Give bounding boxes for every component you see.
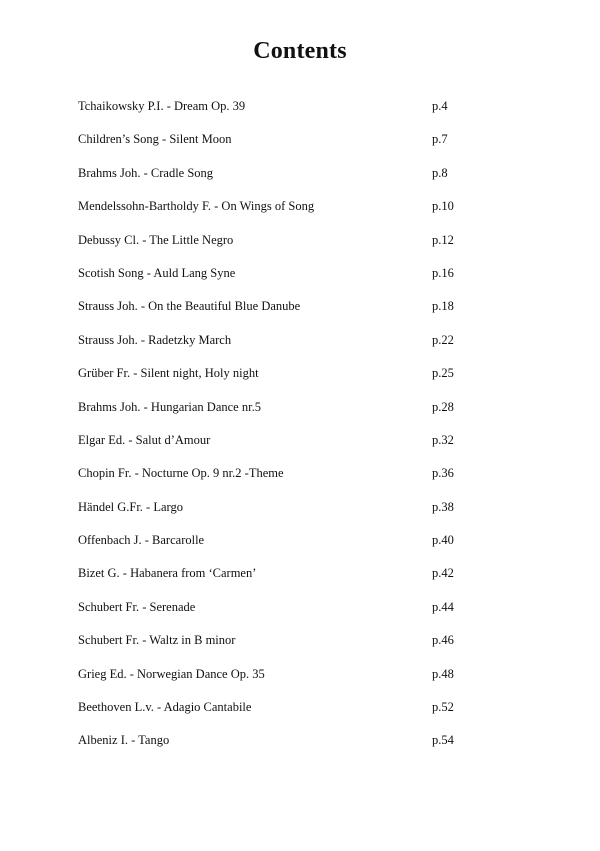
toc-entry-title: Mendelssohn-Bartholdy F. - On Wings of Song <box>78 199 315 214</box>
toc-entry <box>78 163 478 196</box>
toc-entry-page: p.22 <box>432 332 454 347</box>
toc-entry <box>78 96 478 129</box>
toc-entry <box>78 430 478 463</box>
toc-entry <box>78 697 478 730</box>
toc-entry-title: Grüber Fr. - Silent night, Holy night <box>78 366 259 381</box>
toc-entry-page: p.40 <box>432 533 454 548</box>
toc-entry-title: Brahms Joh. - Cradle Song <box>78 165 214 180</box>
toc-entry <box>78 563 478 596</box>
toc-entry <box>78 397 478 430</box>
toc-entry <box>78 730 478 763</box>
toc-entry <box>78 263 478 296</box>
toc-entry-title: Debussy Cl. - The Little Negro <box>78 232 234 247</box>
table-of-contents <box>78 96 478 764</box>
toc-entry-page: p.7 <box>432 132 448 147</box>
toc-entry-page: p.48 <box>432 666 454 681</box>
toc-entry-title: Tchaikowsky P.I. - Dream Op. 39 <box>78 99 246 113</box>
toc-entry-page: p.44 <box>432 599 454 614</box>
toc-entry <box>78 296 478 329</box>
toc-entry <box>78 530 478 563</box>
toc-entry-page: p.54 <box>432 733 454 748</box>
toc-entry-title: Strauss Joh. - On the Beautiful Blue Danube <box>78 299 301 314</box>
toc-entry-page: p.36 <box>432 466 454 481</box>
toc-entry-title: Grieg Ed. - Norwegian Dance Op. 35 <box>78 666 265 681</box>
toc-entry-title: Brahms Joh. - Hungarian Dance nr.5 <box>78 399 261 414</box>
toc-entry-page: p.25 <box>432 366 454 381</box>
toc-entry-title: Scotish Song - Auld Lang Syne <box>78 265 236 280</box>
toc-entry <box>78 330 478 363</box>
toc-entry-title: Beethoven L.v. - Adagio Cantabile <box>78 700 252 715</box>
toc-entry-page: p.12 <box>432 232 454 247</box>
toc-entry <box>78 363 478 396</box>
toc-entry-page: p.16 <box>432 265 454 280</box>
toc-entry-title: Offenbach J. - Barcarolle <box>78 533 205 548</box>
toc-entry-page: p.42 <box>432 566 454 581</box>
toc-entry <box>78 230 478 263</box>
toc-entry-page: p.46 <box>432 633 454 648</box>
toc-entry <box>78 630 478 663</box>
toc-entry-page: p.28 <box>432 399 454 414</box>
toc-entry-title: Chopin Fr. - Nocturne Op. 9 nr.2 -Theme <box>78 466 284 481</box>
toc-entry <box>78 597 478 630</box>
toc-entry <box>78 497 478 530</box>
toc-entry-title: Elgar Ed. - Salut d’Amour <box>78 432 211 447</box>
toc-entry-page: p.4 <box>432 99 448 113</box>
toc-entry-page: p.38 <box>432 499 454 514</box>
toc-entry <box>78 664 478 697</box>
toc-entry-title: Strauss Joh. - Radetzky March <box>78 332 232 347</box>
toc-entry-title: Bizet G. - Habanera from ‘Carmen’ <box>78 566 257 581</box>
toc-entry-page: p.8 <box>432 165 448 180</box>
toc-entry-title: Schubert Fr. - Serenade <box>78 599 196 614</box>
toc-entry-title: Albeniz I. - Tango <box>78 733 170 748</box>
toc-entry-page: p.10 <box>432 199 454 214</box>
toc-entry-page: p.18 <box>432 299 454 314</box>
toc-entry <box>78 196 478 229</box>
toc-entry-page: p.52 <box>432 700 454 715</box>
toc-entry <box>78 463 478 496</box>
toc-entry-title: Children’s Song - Silent Moon <box>78 132 232 147</box>
page-title: Contents <box>253 38 347 64</box>
toc-entry-title: Schubert Fr. - Waltz in B minor <box>78 633 236 648</box>
toc-entry-title: Händel G.Fr. - Largo <box>78 499 183 514</box>
toc-entry-page: p.32 <box>432 432 454 447</box>
toc-entry <box>78 129 478 162</box>
